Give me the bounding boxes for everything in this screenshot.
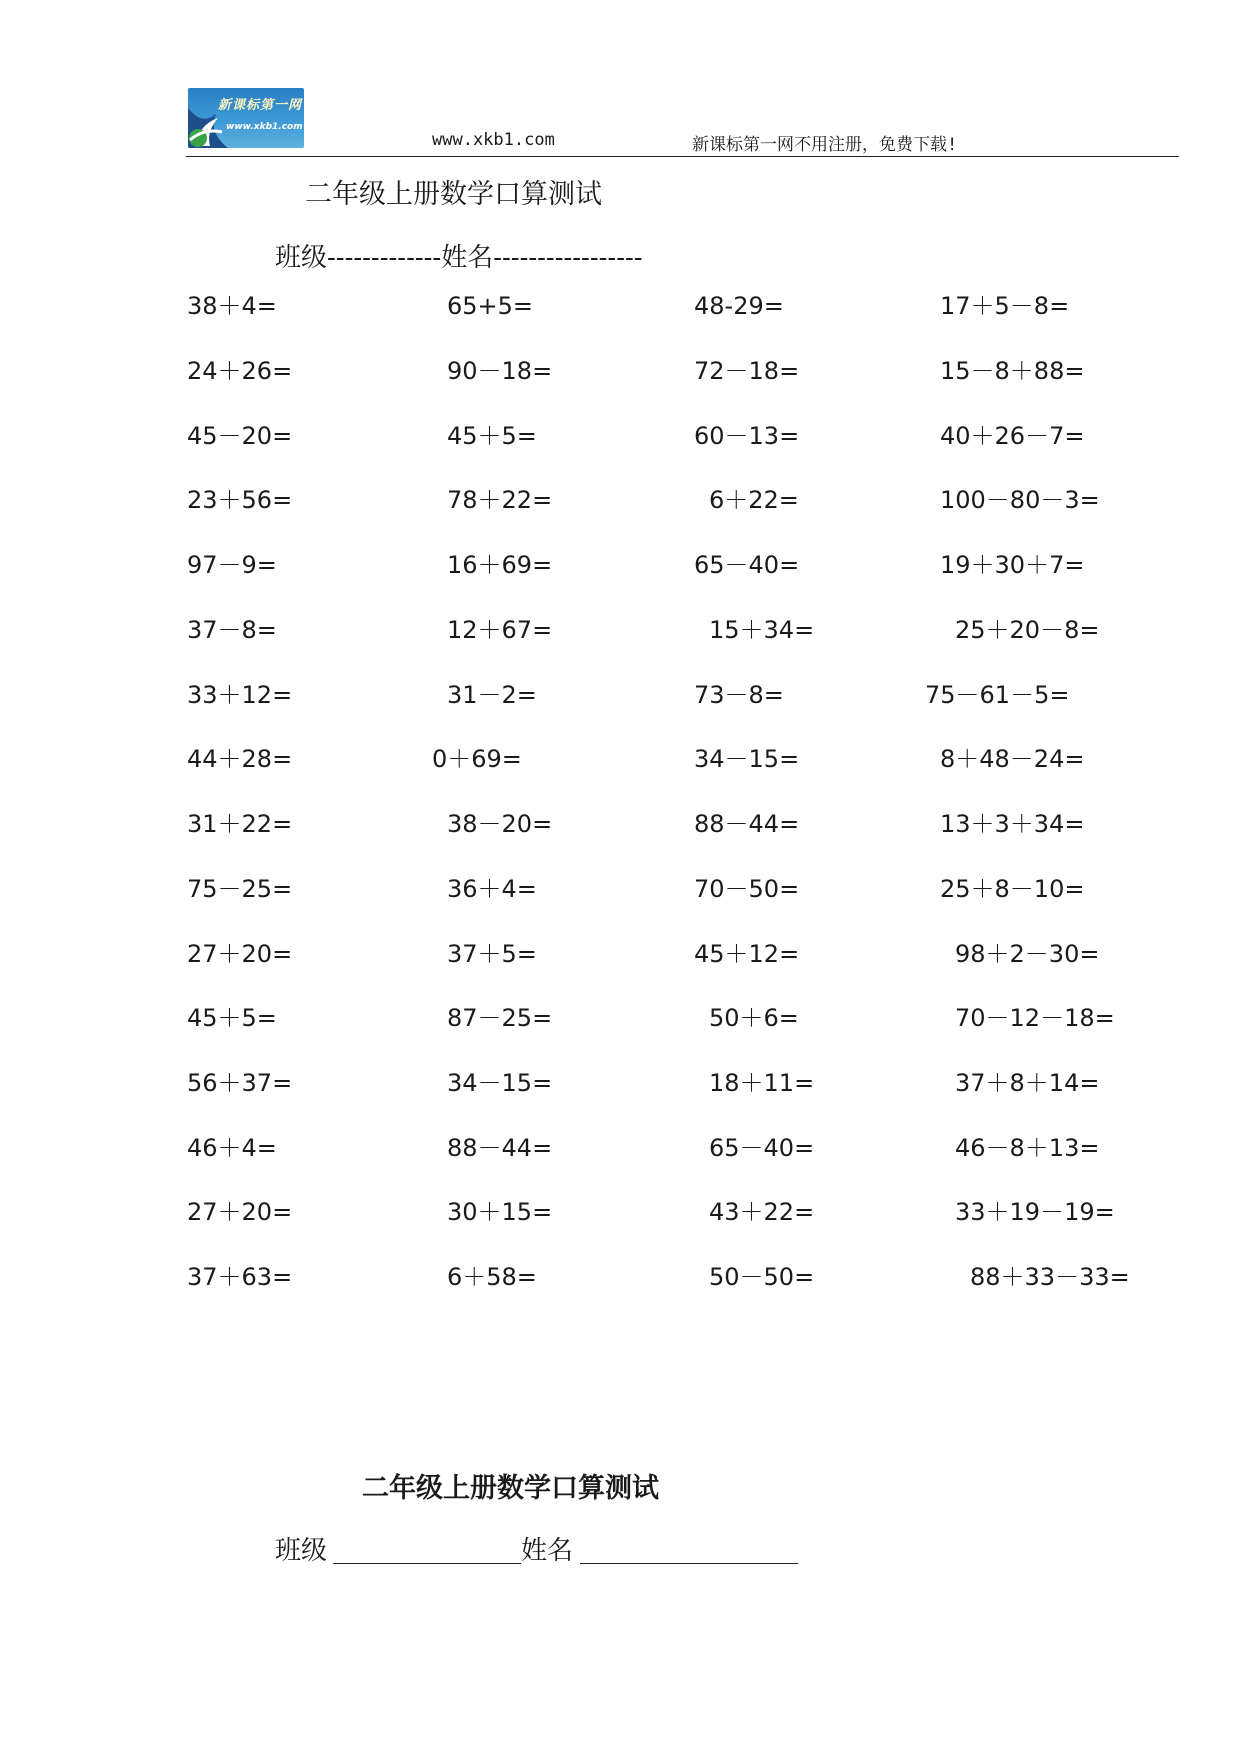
class-label: 班级 xyxy=(275,1536,328,1566)
problem-item: 73－8= xyxy=(694,681,784,709)
problem-item: 6＋58= xyxy=(447,1263,537,1291)
logo-title: 新课标第一网 xyxy=(218,98,303,113)
problem-item: 37－8= xyxy=(187,616,277,644)
problem-item: 27＋20= xyxy=(187,1198,293,1226)
problem-item: 15－8＋88= xyxy=(940,357,1085,385)
name-label-wrap xyxy=(521,1530,573,1567)
problem-item: 33＋19－19= xyxy=(955,1198,1115,1226)
problem-item: 25＋8－10= xyxy=(940,875,1085,903)
name-blank[interactable] xyxy=(580,1563,798,1564)
problem-item: 13＋3＋34= xyxy=(940,810,1085,838)
problem-item: 18＋11= xyxy=(709,1069,815,1097)
problem-item: 30＋15= xyxy=(447,1198,553,1226)
problem-item: 23＋56= xyxy=(187,486,293,514)
problem-item: 65－40= xyxy=(694,551,800,579)
problem-item: 43＋22= xyxy=(709,1198,815,1226)
problem-item: 46＋4= xyxy=(187,1134,277,1162)
worksheet-title: 二年级上册数学口算测试 xyxy=(305,179,602,210)
problem-item: 19＋30＋7= xyxy=(940,551,1085,579)
problem-item: 8＋48－24= xyxy=(940,745,1085,773)
problem-item: 75－61－5= xyxy=(925,681,1070,709)
name-label: 姓名 xyxy=(521,1536,574,1566)
logo-url: www.xkb1.com xyxy=(226,122,303,132)
problem-item: 38＋4= xyxy=(187,292,277,320)
problem-item: 88－44= xyxy=(694,810,800,838)
problem-item: 72－18= xyxy=(694,357,800,385)
header-url[interactable]: www.xkb1.com xyxy=(432,130,555,150)
problem-item: 88－44= xyxy=(447,1134,553,1162)
problem-item: 65－40= xyxy=(709,1134,815,1162)
problem-item: 78＋22= xyxy=(447,486,553,514)
class-name-line-2 xyxy=(275,1530,327,1567)
problem-item: 45＋5= xyxy=(447,422,537,450)
class-name-line: 班级-------------姓名----------------- xyxy=(275,243,643,273)
problem-item: 46－8＋13= xyxy=(955,1134,1100,1162)
class-blank[interactable] xyxy=(333,1563,521,1564)
header-slogan: 新课标第一网不用注册，免费下载! xyxy=(692,135,958,155)
problem-item: 31－2= xyxy=(447,681,537,709)
problem-item: 70－50= xyxy=(694,875,800,903)
problem-item: 0＋69= xyxy=(432,745,522,773)
problem-item: 45－20= xyxy=(187,422,293,450)
problem-item: 25＋20－8= xyxy=(955,616,1100,644)
problem-item: 34－15= xyxy=(694,745,800,773)
problem-item: 45＋5= xyxy=(187,1004,277,1032)
problem-item: 15＋34= xyxy=(709,616,815,644)
problem-item: 12＋67= xyxy=(447,616,553,644)
problem-item: 37＋5= xyxy=(447,940,537,968)
problem-item: 50＋6= xyxy=(709,1004,799,1032)
problem-item: 6＋22= xyxy=(709,486,799,514)
problem-item: 36＋4= xyxy=(447,875,537,903)
problem-item: 27＋20= xyxy=(187,940,293,968)
problem-item: 87－25= xyxy=(447,1004,553,1032)
site-logo xyxy=(188,88,304,148)
problem-item: 17＋5－8= xyxy=(940,292,1070,320)
problem-item: 44＋28= xyxy=(187,745,293,773)
problem-item: 45＋12= xyxy=(694,940,800,968)
problem-item: 56＋37= xyxy=(187,1069,293,1097)
problem-item: 37＋8＋14= xyxy=(955,1069,1100,1097)
problem-item: 97－9= xyxy=(187,551,277,579)
problem-item: 31＋22= xyxy=(187,810,293,838)
problem-item: 38－20= xyxy=(447,810,553,838)
problem-item: 75－25= xyxy=(187,875,293,903)
problem-item: 37＋63= xyxy=(187,1263,293,1291)
problem-item: 48-29= xyxy=(694,292,784,320)
problem-item: 16＋69= xyxy=(447,551,553,579)
problem-item: 40＋26－7= xyxy=(940,422,1085,450)
problem-item: 33＋12= xyxy=(187,681,293,709)
problem-item: 50－50= xyxy=(709,1263,815,1291)
problem-item: 24＋26= xyxy=(187,357,293,385)
problem-item: 88＋33－33= xyxy=(970,1263,1130,1291)
problem-item: 98＋2－30= xyxy=(955,940,1100,968)
problem-item: 60－13= xyxy=(694,422,800,450)
problem-item: 100－80－3= xyxy=(940,486,1100,514)
problem-item: 34－15= xyxy=(447,1069,553,1097)
worksheet-title-2: 二年级上册数学口算测试 xyxy=(362,1473,659,1504)
problem-item: 90－18= xyxy=(447,357,553,385)
problem-item: 70－12－18= xyxy=(955,1004,1115,1032)
problem-item: 65+5= xyxy=(447,292,534,320)
header-divider xyxy=(186,156,1179,157)
